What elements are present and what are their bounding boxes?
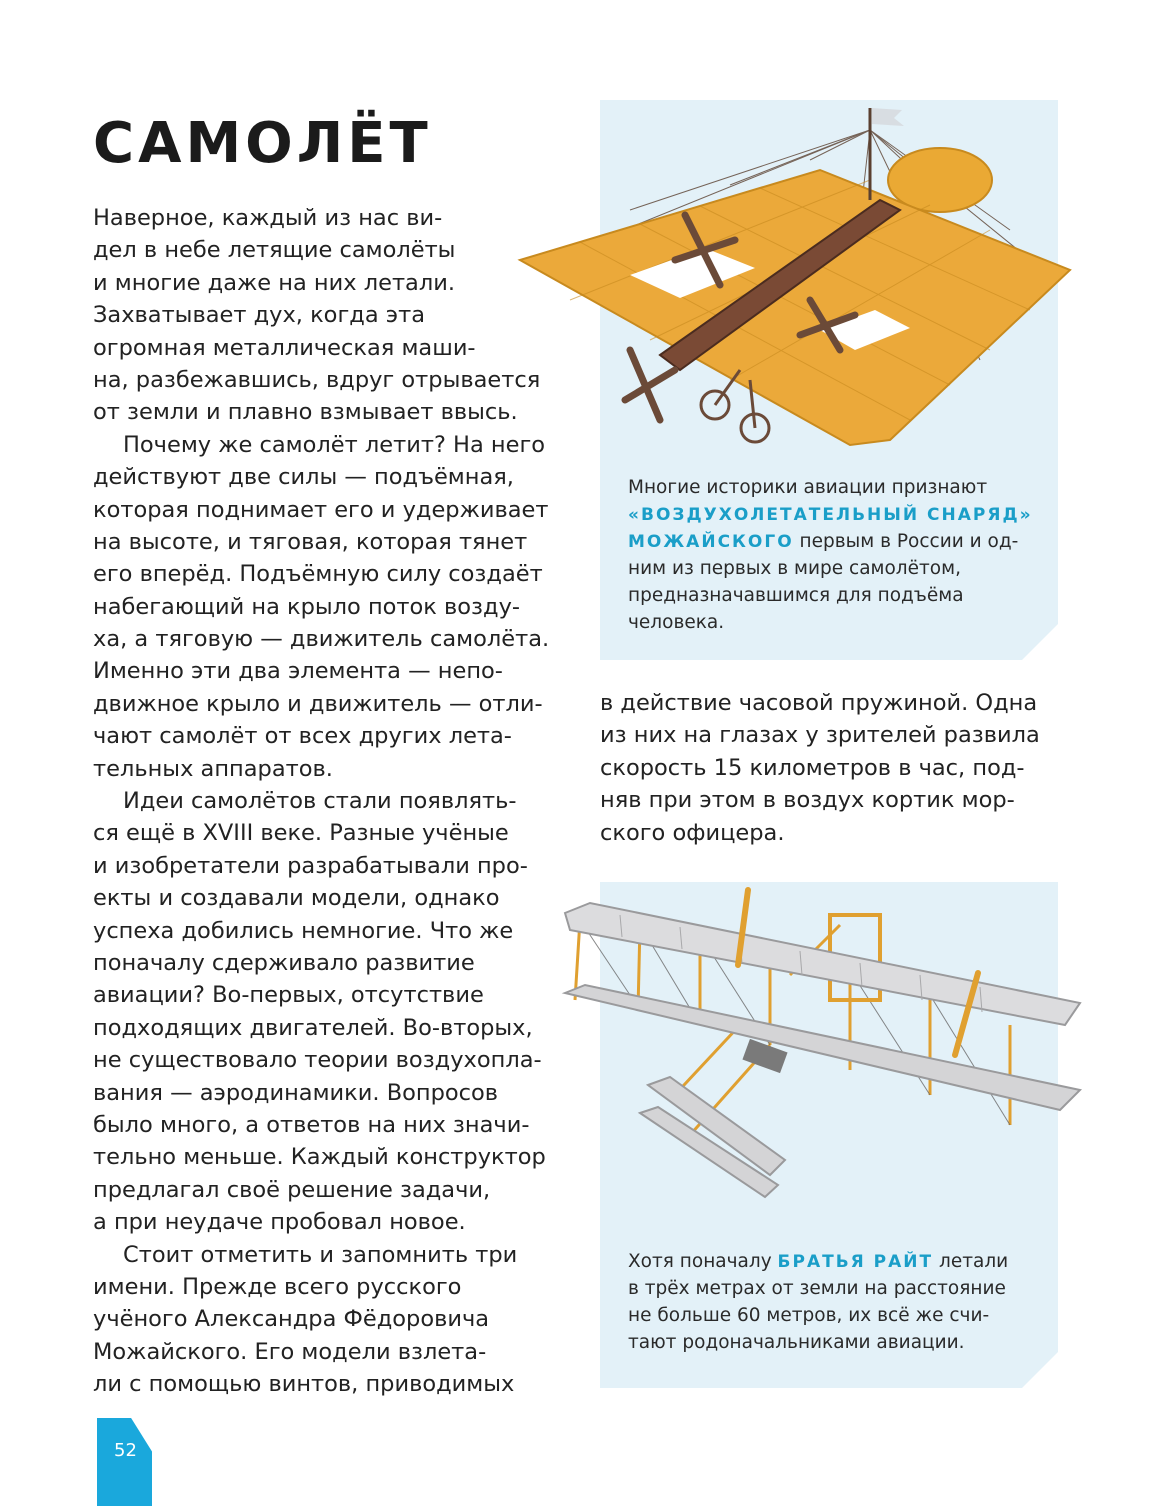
body-line: тельных аппаратов.: [93, 755, 333, 782]
body-line: поначалу сдерживало развитие: [93, 949, 475, 976]
body-line: и многие даже на них летали.: [93, 269, 455, 296]
highlight-term: «ВОЗДУХОЛЕТАТЕЛЬНЫЙ СНАРЯД»: [628, 505, 1033, 525]
body-line: которая поднимает его и удерживает: [93, 496, 549, 523]
body-line: дел в небе летящие самолёты: [93, 237, 456, 264]
body-line: движное крыло и движитель — отли-: [93, 690, 543, 717]
body-line: и изобретатели разрабатывали про-: [93, 852, 528, 879]
body-line: а при неудаче пробовал новое.: [93, 1209, 466, 1236]
caption-text: первым в России и од-: [793, 531, 1019, 552]
body-line: тельно меньше. Каждый конструктор: [93, 1144, 546, 1171]
body-line: огромная металлическая маши-: [93, 334, 476, 361]
body-line: Почему же самолёт летит? На него: [123, 431, 546, 458]
caption-line: [628, 501, 1058, 528]
body-line: набегающий на крыло поток возду-: [93, 593, 521, 620]
body-line: Захватывает дух, когда эта: [93, 302, 426, 329]
body-line: действуют две силы — подъёмная,: [93, 464, 514, 491]
body-line: чают самолёт от всех других лета-: [93, 723, 512, 750]
body-line: Наверное, каждый из нас ви-: [93, 205, 443, 231]
page-number-tab: [97, 1418, 152, 1506]
caption-line: [628, 1248, 1058, 1275]
page-number: 52: [114, 1440, 137, 1461]
mozhaysky-aircraft-illustration: [510, 100, 1080, 460]
body-line: ха, а тяговую — движитель самолёта.: [93, 626, 550, 653]
body-line: Стоит отметить и запомнить три: [123, 1241, 518, 1268]
caption-line: [628, 528, 1058, 555]
body-line: Именно эти два элемента — непо-: [93, 658, 503, 685]
body-text-left: [93, 202, 573, 1400]
caption-mozhaysky: [628, 474, 1058, 636]
body-line: екты и создавали модели, однако: [93, 885, 500, 912]
body-line: из них на глазах у зрителей развила: [600, 722, 1040, 749]
body-line: авиации? Во-первых, отсутствие: [93, 982, 484, 1009]
caption-line: Многие историки авиации признают: [628, 477, 988, 498]
body-line: подходящих двигателей. Во-вторых,: [93, 1014, 533, 1041]
body-text-right: [600, 687, 1070, 849]
body-line: было много, а ответов на них значи-: [93, 1111, 530, 1138]
caption-line: в трёх метрах от земли на расстояние: [628, 1278, 1006, 1299]
body-line: на высоте, и тяговая, которая тянет: [93, 528, 528, 555]
highlight-term: БРАТЬЯ РАЙТ: [777, 1252, 934, 1272]
body-line: няв при этом в воздух кортик мор-: [600, 787, 1015, 814]
body-line: ли с помощью винтов, приводимых: [93, 1371, 515, 1398]
body-line: скорость 15 километров в час, под-: [600, 754, 1025, 781]
body-line: от земли и плавно взмывает ввысь.: [93, 399, 518, 426]
body-line: на, разбежавшись, вдруг отрывается: [93, 366, 541, 393]
caption-line: не больше 60 метров, их всё же счи-: [628, 1305, 990, 1326]
body-line: предлагал своё решение задачи,: [93, 1176, 491, 1203]
body-line: учёного Александра Фёдоровича: [93, 1306, 490, 1333]
caption-line: человека.: [628, 612, 725, 633]
body-line: ского офицера.: [600, 819, 785, 846]
body-line: вания — аэродинамики. Вопросов: [93, 1079, 499, 1106]
body-line: не существовало теории воздухопла-: [93, 1047, 542, 1074]
body-line: имени. Прежде всего русского: [93, 1273, 462, 1300]
highlight-term: МОЖАЙСКОГО: [628, 532, 794, 552]
caption-wright: [628, 1248, 1058, 1356]
page-title: САМОЛЁТ: [93, 111, 432, 176]
body-line: ся ещё в XVIII веке. Разные учёные: [93, 820, 509, 847]
body-line: его вперёд. Подъёмную силу создаёт: [93, 561, 543, 588]
body-line: Идеи самолётов стали появлять-: [123, 788, 517, 815]
body-line: Можайского. Его модели взлета-: [93, 1338, 487, 1365]
caption-text: летали: [933, 1251, 1009, 1272]
caption-line: ним из первых в мире самолётом,: [628, 558, 961, 579]
caption-text: Хотя поначалу: [628, 1251, 778, 1272]
body-line: в действие часовой пружиной. Одна: [600, 690, 1038, 716]
caption-line: предназначавшимся для подъёма: [628, 585, 964, 606]
body-line: успеха добились немногие. Что же: [93, 917, 514, 944]
caption-line: тают родоначальниками авиации.: [628, 1332, 965, 1353]
wright-flyer-illustration: [560, 885, 1090, 1215]
